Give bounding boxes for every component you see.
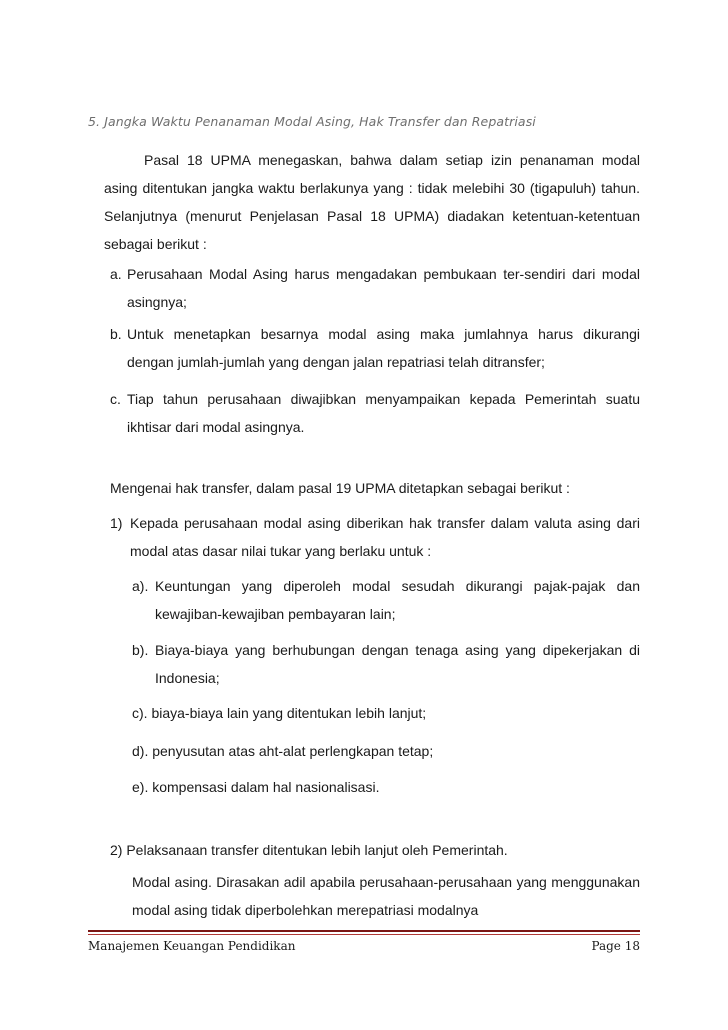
provision-item-c <box>110 385 640 441</box>
provision-marker: a. <box>110 266 122 282</box>
subitem-marker: b). <box>132 642 149 658</box>
transfer-marker: 1) <box>110 515 123 531</box>
footer-title: Manajemen Keuangan Pendidikan <box>88 939 296 953</box>
subitem-text: Keuntungan yang diperoleh modal sesudah dikurangi pajak-pajak dan kewajiban-kewajiban pembayaran lain; <box>155 578 640 622</box>
provision-item-a <box>110 260 640 316</box>
provision-marker: c. <box>110 391 121 407</box>
subitem-d <box>132 737 640 765</box>
closing-paragraph: Modal asing. Dirasakan adil apabila perusahaan-perusahaan yang menggunakan modal asing tidak diperbolehkan merepatriasi modalnya <box>132 874 640 918</box>
provision-item-b <box>110 320 640 376</box>
footer-rule-thin <box>88 934 640 935</box>
intro-paragraph: Pasal 18 UPMA menegaskan, bahwa dalam setiap izin penanaman modal asing ditentukan jangka waktu berlakunya yang : tidak melebihi 30 (tigapuluh) tahun. Selanjutnya (menurut Penjelasan Pasal 18 UPMA) diadakan ketentuan-ketentuan sebagai berikut : <box>104 152 640 252</box>
subitem-text: kompensasi dalam hal nasionalisasi. <box>152 779 380 795</box>
transfer-marker: 2) <box>110 842 123 858</box>
subitem-text: biaya-biaya lain yang ditentukan lebih lanjut; <box>151 705 427 721</box>
provision-marker: b. <box>110 326 122 342</box>
subitem-marker: a). <box>132 578 149 594</box>
subitem-text: penyusutan atas aht-alat perlengkapan tetap; <box>152 743 434 759</box>
transfer-item-2 <box>110 836 640 864</box>
provision-text: Perusahaan Modal Asing harus mengadakan pembukaan ter-sendiri dari modal asingnya; <box>127 266 640 310</box>
subitem-c <box>132 699 640 727</box>
page-number: Page 18 <box>591 939 640 953</box>
transfer-item-1 <box>110 509 640 565</box>
subitem-text: Biaya-biaya yang berhubungan dengan tenaga asing yang dipekerjakan di Indonesia; <box>155 642 640 686</box>
footer-rule <box>88 930 640 932</box>
subitem-a <box>132 572 640 628</box>
provision-text: Tiap tahun perusahaan diwajibkan menyampaikan kepada Pemerintah suatu ikhtisar dari modal asingnya. <box>127 391 640 435</box>
transfer-text: Pelaksanaan transfer ditentukan lebih lanjut oleh Pemerintah. <box>126 842 508 858</box>
section-heading: 5. Jangka Waktu Penanaman Modal Asing, Hak Transfer dan Repatriasi <box>88 114 536 129</box>
transfer-intro: Mengenai hak transfer, dalam pasal 19 UPMA ditetapkan sebagai berikut : <box>110 480 570 496</box>
subitem-marker: d). <box>132 743 149 759</box>
subitem-marker: c). <box>132 705 148 721</box>
subitem-b <box>132 636 640 692</box>
provision-text: Untuk menetapkan besarnya modal asing maka jumlahnya harus dikurangi dengan jumlah-jumlah yang dengan jalan repatriasi telah ditransfer; <box>127 326 640 370</box>
transfer-text: Kepada perusahaan modal asing diberikan hak transfer dalam valuta asing dari modal atas dasar nilai tukar yang berlaku untuk : <box>130 515 640 559</box>
subitem-e <box>132 773 640 801</box>
subitem-marker: e). <box>132 779 149 795</box>
